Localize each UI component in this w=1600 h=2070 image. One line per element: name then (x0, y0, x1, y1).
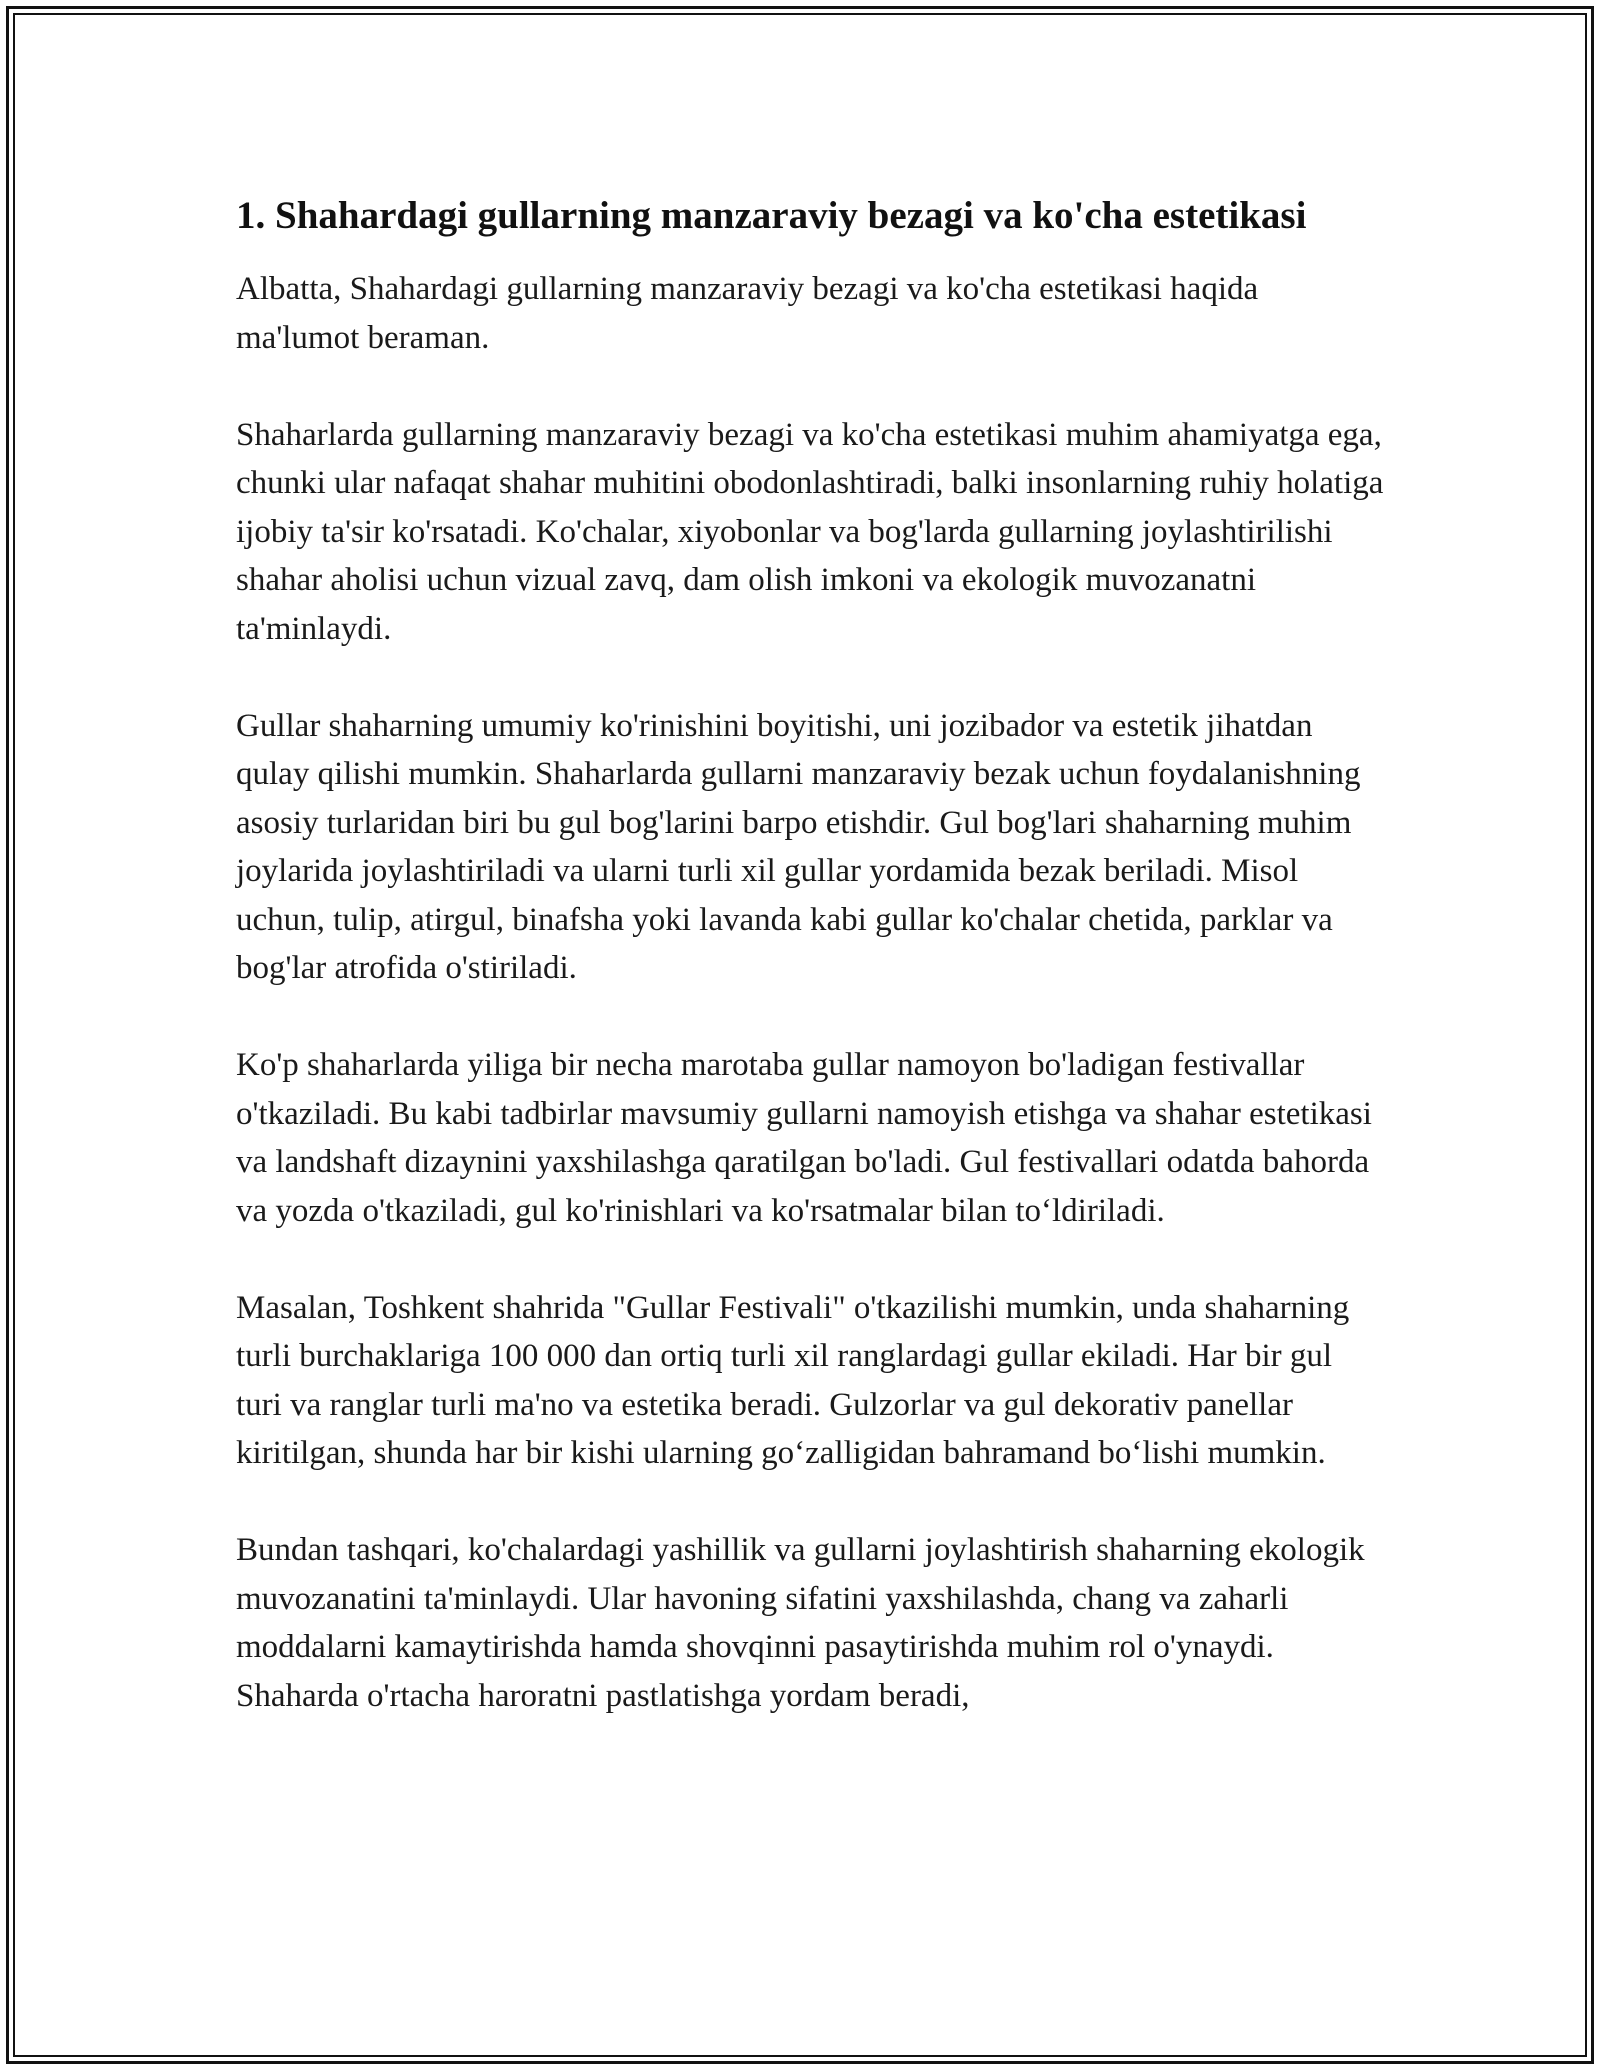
paragraph-tashkent-example: Masalan, Toshkent shahrida "Gullar Festivali" o'tkazilishi mumkin, unda shaharning turli burchaklariga 100 000 dan ortiq turli xil ranglardagi gullar ekiladi. Har bir gul turi va ranglar turli ma'no va estetika beradi. Gulzorlar va gul dekorativ panellar kiritilgan, shunda har bir kishi ularning go‘zalligidan bahramand bo‘lishi mumkin. (236, 1289, 1350, 1471)
paragraph-ecology: Bundan tashqari, ko'chalardagi yashillik va gullarni joylashtirish shaharning ekologik muvozanatini ta'minlaydi. Ular havoning sifatini yaxshilashda, chang va zaharli moddalarni kamaytirishda hamda shovqinni pasaytirishda muhim rol o'ynaydi. Shaharda o'rtacha haroratni pastlatishga yordam beradi, (236, 1532, 1365, 1714)
document-body (236, 188, 1386, 1769)
paragraph-intro: Albatta, Shahardagi gullarning manzaraviy bezagi va ko'cha estetikasi haqida ma'lumot beraman. (236, 271, 1259, 356)
paragraph-festivals: Ko'p shaharlarda yiliga bir necha marotaba gullar namoyon bo'ladigan festivallar o'tkaziladi. Bu kabi tadbirlar mavsumiy gullarni namoyish etishga va shahar estetikasi va landshaft dizaynini yaxshilashga qaratilgan bo'ladi. Gul festivallari odatda bahorda va yozda o'tkaziladi, gul ko'rinishlari va ko'rsatmalar bilan to‘ldiriladi. (236, 1047, 1372, 1229)
document-title: 1. Shahardagi gullarning manzaraviy bezagi va ko'cha estetikasi (236, 194, 1307, 237)
paragraph-flower-gardens: Gullar shaharning umumiy ko'rinishini boyitishi, uni jozibador va estetik jihatdan qulay qilishi mumkin. Shaharlarda gullarni manzaraviy bezak uchun foydalanishning asosiy turlaridan biri bu gul bog'larini barpo etishdir. Gul bog'lari shaharning muhim joylarida joylashtiriladi va ularni turli xil gullar yordamida bezak beriladi. Misol uchun, tulip, atirgul, binafsha yoki lavanda kabi gullar ko'chalar chetida, parklar va bog'lar atrofida o'stiriladi. (236, 707, 1361, 986)
paragraph-importance: Shaharlarda gullarning manzaraviy bezagi va ko'cha estetikasi muhim ahamiyatga ega, chunki ular nafaqat shahar muhitini obodonlashtiradi, balki insonlarning ruhiy holatiga ijobiy ta'sir ko'rsatadi. Ko'chalar, xiyobonlar va bog'larda gullarning joylashtirilishi shahar aholisi uchun vizual zavq, dam olish imkoni va ekologik muvozanatni ta'minlaydi. (236, 416, 1384, 647)
